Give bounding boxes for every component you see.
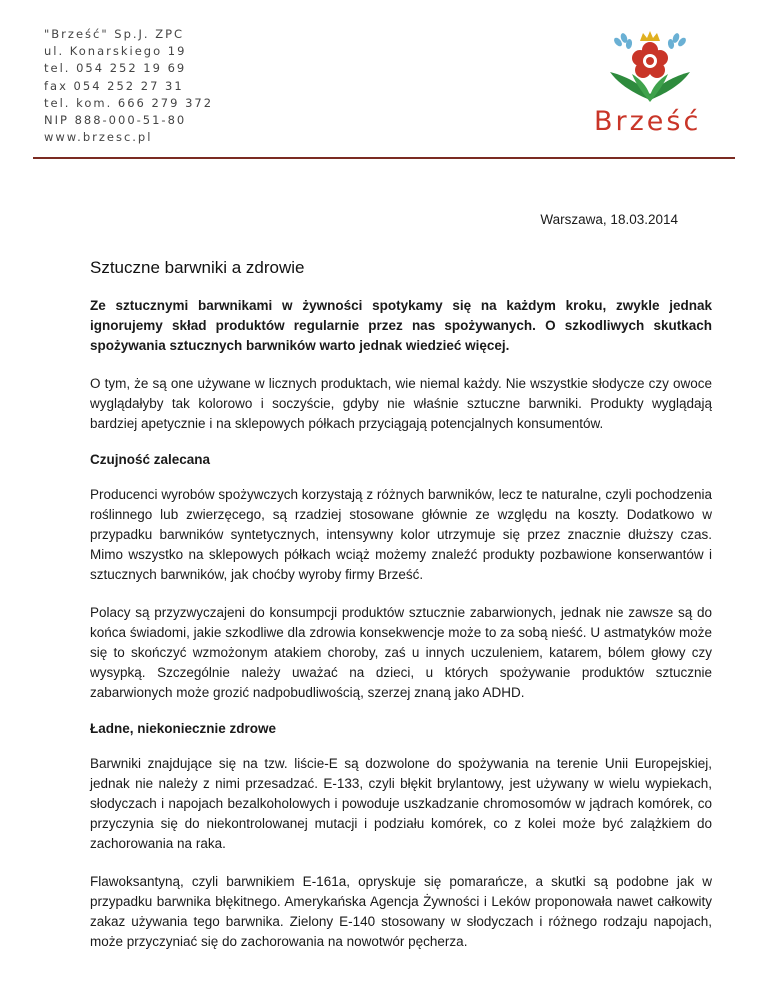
company-nip-line: NIP 888-000-51-80 [44,113,187,128]
paragraph-intro: O tym, że są one używane w licznych produktach, wie niemal każdy. Nie wszystkie słodycze czy owoce wyglądałyby tak kolorowo i soczyście, gdyby nie właśnie sztuczne barwniki. Produkty wyglądają bardziej apetycznie i na sklepowych półkach przyciągają potencjalnych konsumentów. [90,376,712,431]
company-mobile-line: tel. kom. 666 279 372 [44,95,214,110]
document-date: Warszawa, 18.03.2014 [540,212,678,227]
flower-emblem-icon [596,28,704,108]
company-fax-line: fax 054 252 27 31 [44,78,184,93]
paragraph-flawoksantyna: Flawoksantyną, czyli barwnikiem E-161a, opryskuje się pomarańcze, a skutki są podobne jak w przypadku barwnika błękitnego. Amerykańska Agencja Żywności i Leków proponowała nawet całkowity zakaz używania tego barwnika. Zielony E-140 stosowany w słodyczach i różnego rodzaju napojach, może przyczyniać się do zachorowania na nowotwór pęcherza. [90,874,712,949]
paragraph-polacy: Polacy są przyzwyczajeni do konsumpcji produktów sztucznie zabarwionych, jednak nie zawsze są do końca świadomi, jakie szkodliwe dla zdrowia konsekwencje może to za sobą nieść. U astmatyków może się to skończyć wzmożonym atakiem choroby, zaś u innych uczuleniem, katarem, bólem głowy czy wysypką. Szczególnie należy uważać na dzieci, u których spożywanie produktów sztucznie zabarwionych może grozić nadpobudliwością, szerzej znaną jako ADHD. [90,605,712,700]
brand-wordmark: Brześć [594,106,702,137]
company-phone-line: tel. 054 252 19 69 [44,61,187,76]
section-heading-ladne: Ładne, niekoniecznie zdrowe [90,721,277,736]
company-website-line: www.brzesc.pl [44,130,153,145]
section-heading-czujnosc: Czujność zalecana [90,452,211,467]
company-address-block [44,26,234,146]
brand-logo [586,28,714,143]
header-divider [33,157,735,159]
company-name-line: "Brześć" Sp.J. ZPC [44,27,185,41]
article-lead: Ze sztucznymi barwnikami w żywności spotykamy się na każdym kroku, zwykle jednak ignorujemy skład produktów regularnie przez nas spożywanych. O szkodliwych skutkach spożywania sztucznych barwników warto jednak wiedzieć więcej. [90,298,712,353]
company-street-line: ul. Konarskiego 19 [44,44,187,59]
article-title: Sztuczne barwniki a zdrowie [90,258,305,277]
article-body [90,258,712,970]
paragraph-producenci: Producenci wyrobów spożywczych korzystają z różnych barwników, lecz te naturalne, czyli pochodzenia roślinnego lub zwierzęcego, są rzadziej stosowane głównie ze względu na koszty. Dodatkowo w przypadku barwników syntetycznych, intensywny kolor utrzymuje się przez znacznie dłuższy czas. Mimo wszystko na sklepowych półkach wciąż możemy znaleźć produkty pozbawione konserwantów i sztucznych barwników, jak choćby wyroby firmy Brześć. [90,487,712,582]
paragraph-barwniki: Barwniki znajdujące się na tzw. liście-E są dozwolone do spożywania na terenie Unii Europejskiej, jednak nie należy z nimi przesadzać. E-133, czyli błękit brylantowy, jest używany w wielu wypiekach, słodyczach i napojach bezalkoholowych i powoduje uszkadzanie chromosomów w jądrach komórek, co przyczynia się do niekontrolowanej mutacji i podziału komórek, co z kolei może być zalążkiem do zachorowania na raka. [90,756,712,851]
